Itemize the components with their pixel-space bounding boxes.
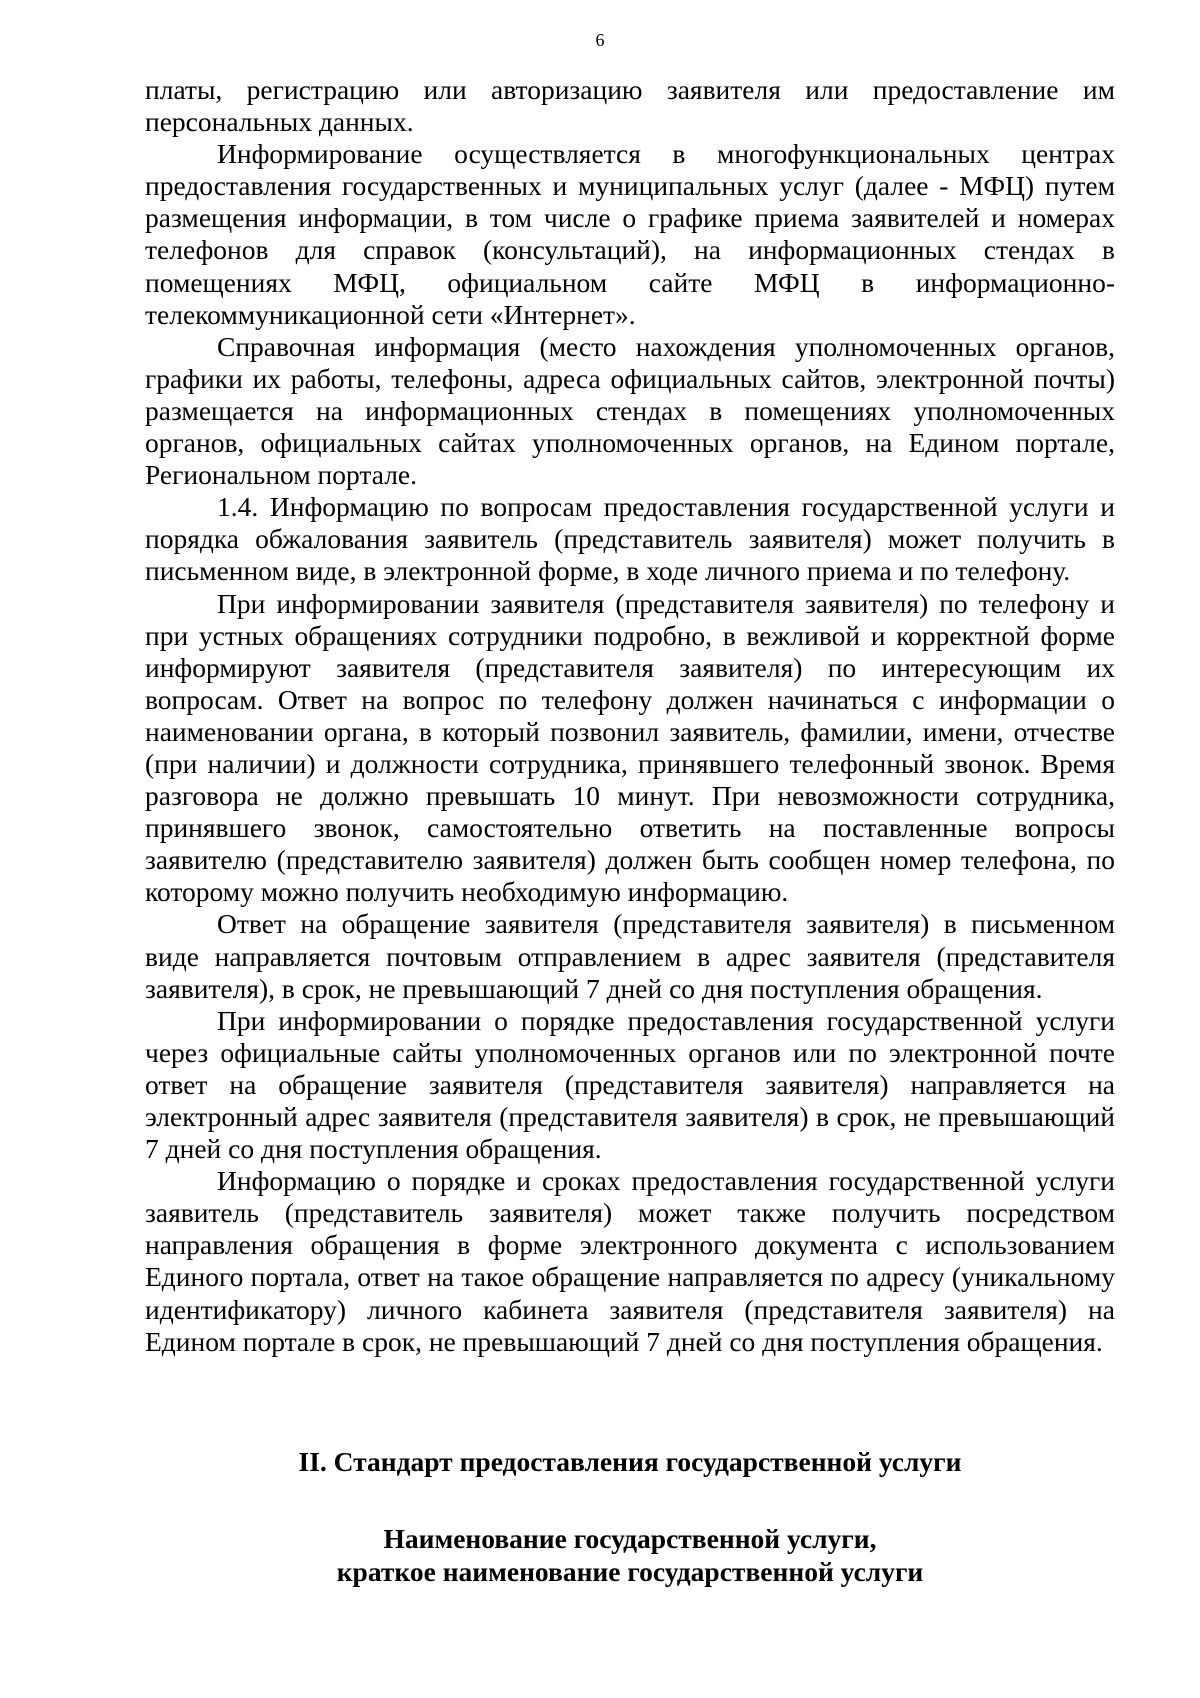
subheading-line-1: Наименование государственной услуги, (383, 1523, 877, 1554)
paragraph-reference-info: Справочная информация (место нахождения уполномоченных органов, графики их работы, телефоны, адреса официальных сайтов, электронной почты) размещается на информационных стендах в помещениях уполномоченных органов, официальных сайтах уполномоченных органов, на Едином портале, Региональном портале. (145, 330, 1115, 491)
page-number: 6 (595, 30, 605, 50)
section-heading: II. Стандарт предоставления государственной услуги (298, 1446, 962, 1477)
paragraph-portal-response: Информацию о порядке и сроках предоставления государственной услуги заявитель (представитель заявителя) может также получить посредством направления обращения в форме электронного документа с использованием Единого портала, ответ на такое обращение направляется по адресу (уникальному идентификатору) личного кабинета заявителя (представителя заявителя) на Едином портале в срок, не превышающий 7 дней со дня поступления обращения. (145, 1165, 1115, 1357)
paragraph-written-response: Ответ на обращение заявителя (представителя заявителя) в письменном виде направляется почтовым отправлением в адрес заявителя (представителя заявителя), в срок, не превышающий 7 дней со дня поступления обращения. (145, 908, 1115, 1004)
subheading-line-2: краткое наименование государственной услуги (336, 1556, 924, 1587)
body-text (145, 74, 1115, 1358)
paragraph-email-response: При информировании о порядке предоставления государственной услуги через официальные сайты уполномоченных органов или по электронной почте ответ на обращение заявителя (представителя заявителя) направляется на электронный адрес заявителя (представителя заявителя) в срок, не превышающий 7 дней со дня поступления обращения. (145, 1004, 1115, 1165)
paragraph-1-4: 1.4. Информацию по вопросам предоставления государственной услуги и порядка обжалования заявитель (представитель заявителя) может получить в письменном виде, в электронной форме, в ходе личного приема и по телефону. (145, 491, 1115, 587)
paragraph-mfc-informing: Информирование осуществляется в многофункциональных центрах предоставления государственных и муниципальных услуг (далее - МФЦ) путем размещения информации, в том числе о графике приема заявителей и номерах телефонов для справок (консультаций), на информационных стендах в помещениях МФЦ, официальном сайте МФЦ в информационно-телекоммуникационной сети «Интернет». (145, 138, 1115, 330)
paragraph-phone-informing: При информировании заявителя (представителя заявителя) по телефону и при устных обращениях сотрудники подробно, в вежливой и корректной форме информируют заявителя (представителя заявителя) по интересующим их вопросам. Ответ на вопрос по телефону должен начинаться с информации о наименовании органа, в который позвонил заявитель, фамилии, имени, отчестве (при наличии) и должности сотрудника, принявшего телефонный звонок. Время разговора не должно превышать 10 минут. При невозможности сотрудника, принявшего звонок, самостоятельно ответить на поставленные вопросы заявителю (представителю заявителя) должен быть сообщен номер телефона, по которому можно получить необходимую информацию. (145, 587, 1115, 908)
paragraph-continuation: платы, регистрацию или авторизацию заявителя или предоставление им персональных данных. (145, 74, 1115, 138)
